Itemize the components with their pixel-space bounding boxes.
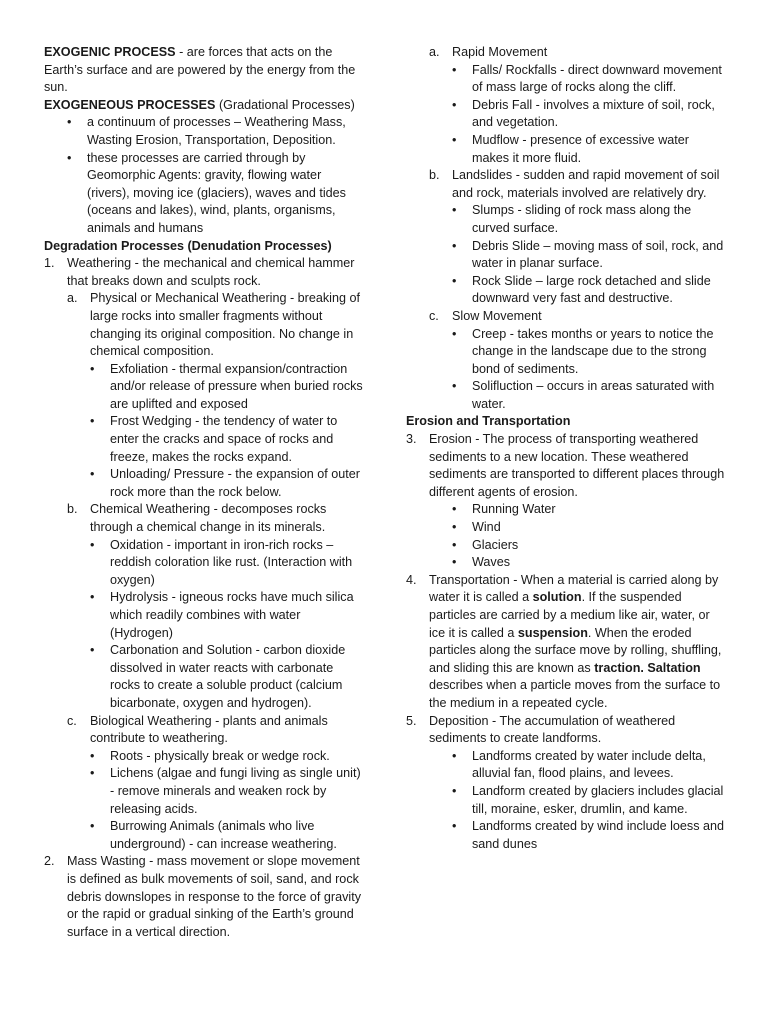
list-item: • Unloading/ Pressure - the expansion of outer rock more than the rock below. <box>90 466 366 501</box>
bullet-icon: • <box>90 748 95 763</box>
list-item: • Slumps - sliding of rock mass along the curved surface. <box>452 202 728 237</box>
bullet-icon: • <box>90 537 95 552</box>
bullet-icon: • <box>90 467 95 482</box>
list-item: • Falls/ Rockfalls - direct downward movement of mass large of rocks along the cliff. <box>452 62 728 97</box>
list-item: • Landforms created by water include delta, alluvial fan, flood plains, and levees. <box>452 748 728 783</box>
sub-item-rapid-movement: a. Rapid Movement <box>429 45 548 59</box>
bullet-icon: • <box>452 238 457 253</box>
list-item: • these processes are carried through by Geomorphic Agents: gravity, flowing water (rivers), moving ice (glaciers), waves and tides (oceans and lakes), wind, plants, organisms, animals and humans <box>67 150 366 238</box>
section-heading-degradation: Degradation Processes (Denudation Processes) <box>44 238 332 253</box>
numbered-item-weathering: 1. Weathering - the mechanical and chemical hammer that breaks down and sculpts rock. <box>44 256 355 288</box>
right-column <box>406 44 728 853</box>
bullet-icon: • <box>67 150 72 165</box>
list-item: • Waves <box>452 554 728 572</box>
list-item: • Carbonation and Solution - carbon dioxide dissolved in water reacts with carbonate rocks to create a soluble product (calcium bicarbonate, oxygen and hydrogen). <box>90 642 366 712</box>
bullet-icon: • <box>90 590 95 605</box>
bullet-icon: • <box>452 326 457 341</box>
sub-item-physical: a. Physical or Mechanical Weathering - breaking of large rocks into smaller fragments without changing its original composition. No change in chemical composition. <box>67 291 360 359</box>
numbered-item-mass-wasting: 2. Mass Wasting - mass movement or slope movement is defined as bulk movements of soil, sand, and rock debris downslopes in response to the force of gravity or the rapid or gradual sinking of the Earth’s ground surface in a vertical direction. <box>44 854 362 939</box>
bullet-icon: • <box>90 643 95 658</box>
bullet-icon: • <box>452 520 457 535</box>
bullet-icon: • <box>90 361 95 376</box>
list-item: • Glaciers <box>452 537 728 555</box>
exogeneous-heading <box>44 97 366 115</box>
exogeneous-text: (Gradational Processes) <box>215 97 355 112</box>
sub-item-landslides: b. Landslides - sudden and rapid movement of soil and rock, materials involved are relatively dry. <box>429 168 720 200</box>
list-item: • Debris Fall - involves a mixture of soil, rock, and vegetation. <box>452 97 728 132</box>
list-item: • Rock Slide – large rock detached and slide downward very fast and destructive. <box>452 273 728 308</box>
list-item: • Solifluction – occurs in areas saturated with water. <box>452 378 728 413</box>
bullet-icon: • <box>452 555 457 570</box>
list-item: • Frost Wedging - the tendency of water to enter the cracks and space of rocks and freeze, makes the rocks expand. <box>90 413 366 466</box>
bullet-icon: • <box>452 537 457 552</box>
exogenic-definition <box>44 44 366 97</box>
section-heading-erosion: Erosion and Transportation <box>406 414 571 429</box>
bullet-icon: • <box>67 115 72 130</box>
bullet-icon: • <box>452 748 457 763</box>
list-item: • Debris Slide – moving mass of soil, rock, and water in planar surface. <box>452 238 728 273</box>
sub-item-biological: c. Biological Weathering - plants and animals contribute to weathering. <box>67 713 328 746</box>
numbered-item-deposition: 5. Deposition - The accumulation of weathered sediments to create landforms. <box>406 713 676 746</box>
bullet-icon: • <box>452 379 457 394</box>
list-item: • Oxidation - important in iron-rich rocks – reddish coloration like rust. (Interaction with oxygen) <box>90 537 366 590</box>
bullet-icon: • <box>452 132 457 147</box>
bullet-icon: • <box>452 97 457 112</box>
list-item: • Wind <box>452 519 728 537</box>
list-item: • Landform created by glaciers includes glacial till, moraine, esker, drumlin, and kame. <box>452 783 728 818</box>
bullet-icon: • <box>452 819 457 834</box>
list-item: • Mudflow - presence of excessive water makes it more fluid. <box>452 132 728 167</box>
numbered-item-transportation: 4. Transportation - When a material is carried along by water it is called a solution. If the suspended particles are carried by a medium like air, water, or ice it is called a suspension. When the eroded particles along the surface move by rolling, shuffling, and sliding this are known as traction. Saltation describes when a particle moves from the surface to the medium in a repeated cycle. <box>406 572 722 710</box>
exogeneous-term: EXOGENEOUS PROCESSES <box>44 97 216 112</box>
left-column <box>44 44 366 941</box>
bullet-icon: • <box>452 203 457 218</box>
list-item: • Running Water <box>452 501 728 519</box>
list-item: • Burrowing Animals (animals who live underground) - can increase weathering. <box>90 818 366 853</box>
numbered-item-erosion: 3. Erosion - The process of transporting weathered sediments to a new location. These weathered sediments are transported to different places through different agents of erosion. <box>406 432 725 499</box>
list-item: • a continuum of processes – Weathering Mass, Wasting Erosion, Transportation, Deposition. <box>67 114 366 149</box>
bullet-icon: • <box>452 62 457 77</box>
list-item: • Exfoliation - thermal expansion/contraction and/or release of pressure when buried rocks are uplifted and exposed <box>90 361 366 414</box>
exogenic-text: - are forces that acts on the Earth’s surface and are powered by the energy from the sun. <box>44 45 356 95</box>
exogenic-term: EXOGENIC PROCESS <box>44 45 176 59</box>
sub-item-slow-movement: c. Slow Movement <box>429 308 542 323</box>
list-item: • Creep - takes months or years to notice the change in the landscape due to the strong bond of sediments. <box>452 326 728 379</box>
list-item: • Landforms created by wind include loess and sand dunes <box>452 818 728 853</box>
sub-item-chemical: b. Chemical Weathering - decomposes rocks through a chemical change in its minerals. <box>67 502 327 535</box>
bullet-icon: • <box>452 783 457 798</box>
bullet-icon: • <box>90 414 95 429</box>
list-item: • Lichens (algae and fungi living as single unit) - remove minerals and weaken rock by releasing acids. <box>90 765 366 818</box>
bullet-icon: • <box>452 502 457 517</box>
list-item: • Hydrolysis - igneous rocks have much silica which readily combines with water (Hydrogen) <box>90 589 366 642</box>
bullet-icon: • <box>90 819 95 834</box>
list-item: • Roots - physically break or wedge rock. <box>90 748 366 766</box>
bullet-icon: • <box>90 766 95 781</box>
bullet-icon: • <box>452 273 457 288</box>
